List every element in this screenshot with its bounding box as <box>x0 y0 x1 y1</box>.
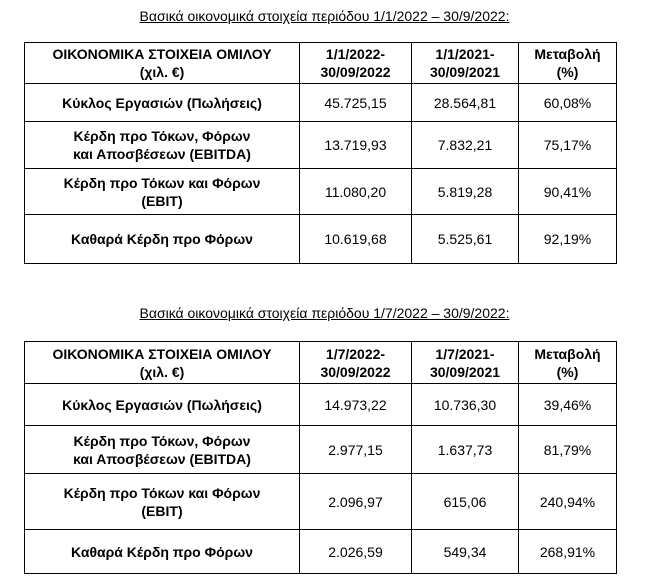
value-current: 13.719,93 <box>300 122 412 169</box>
row-label-line2: και Αποσβέσεων (EBITDA) <box>73 450 251 467</box>
header-col3-line2: 30/09/2021 <box>429 64 501 80</box>
header-col2-line1: 1/7/2022- <box>325 345 386 362</box>
row-label <box>25 215 300 264</box>
value-current: 10.619,68 <box>300 215 412 264</box>
section2-title: Βασικά οικονομικά στοιχεία περιόδου 1/7/2022 – 30/9/2022: <box>139 305 510 321</box>
value-current: 2.977,15 <box>300 426 412 474</box>
value-current: 2.096,97 <box>300 474 412 530</box>
value-change: 240,94% <box>519 474 617 530</box>
header-group-financials <box>25 342 300 384</box>
financials-table-9m <box>24 42 617 264</box>
header-current-period <box>300 43 412 84</box>
header-col1-line1: ΟΙΚΟΝΟΜΙΚΑ ΣΤΟΙΧΕΙΑ ΟΜΙΛΟΥ <box>52 345 272 362</box>
value-current: 11.080,20 <box>300 169 412 215</box>
row-label-line1: Κύκλος Εργασιών (Πωλήσεις) <box>62 94 262 111</box>
header-col4-line1: Μεταβολή <box>534 46 601 62</box>
header-col3-line2: 30/09/2021 <box>429 363 501 380</box>
financials-table-q3 <box>24 341 617 574</box>
header-col4-line1: Μεταβολή <box>534 345 601 362</box>
value-change: 39,46% <box>519 384 617 426</box>
row-label <box>25 122 300 169</box>
table-row <box>25 215 617 264</box>
row-label <box>25 426 300 474</box>
row-label-line1: Κέρδη προ Τόκων, Φόρων <box>73 432 251 449</box>
value-previous: 10.736,30 <box>412 384 519 426</box>
header-change <box>519 43 617 84</box>
value-current: 14.973,22 <box>300 384 412 426</box>
table-header-row <box>25 342 617 384</box>
section1-title: Βασικά οικονομικά στοιχεία περιόδου 1/1/2022 – 30/9/2022: <box>139 8 510 24</box>
header-col4-line2: (%) <box>556 363 579 380</box>
row-label-line1: Κέρδη προ Τόκων, Φόρων <box>73 128 251 144</box>
header-col1-line2: (χιλ. €) <box>139 64 185 80</box>
row-label-line2: (EBIT) <box>141 192 183 209</box>
value-previous: 7.832,21 <box>412 122 519 169</box>
header-col2-line2: 30/09/2022 <box>320 363 391 380</box>
row-label-line2: (EBIT) <box>141 502 183 519</box>
table-row <box>25 84 617 122</box>
row-label-line1: Καθαρά Κέρδη προ Φόρων <box>71 231 253 247</box>
header-col2-line1: 1/1/2022- <box>325 46 386 62</box>
header-col2-line2: 30/09/2022 <box>320 64 391 80</box>
value-current: 2.026,59 <box>300 530 412 574</box>
header-col1-line1: ΟΙΚΟΝΟΜΙΚΑ ΣΤΟΙΧΕΙΑ ΟΜΙΛΟΥ <box>52 46 272 62</box>
value-previous: 615,06 <box>412 474 519 530</box>
table-row <box>25 474 617 530</box>
header-col3-line1: 1/1/2021- <box>435 46 495 62</box>
row-label <box>25 474 300 530</box>
value-current: 45.725,15 <box>300 84 412 122</box>
header-col4-line2: (%) <box>556 64 579 80</box>
row-label-line1: Κύκλος Εργασιών (Πωλήσεις) <box>62 396 262 413</box>
header-col3-line1: 1/7/2021- <box>435 345 495 362</box>
header-previous-period <box>412 342 519 384</box>
value-previous: 1.637,73 <box>412 426 519 474</box>
value-change: 60,08% <box>519 84 617 122</box>
value-change: 268,91% <box>519 530 617 574</box>
table-header-row <box>25 43 617 84</box>
table-row <box>25 122 617 169</box>
row-label <box>25 384 300 426</box>
header-change <box>519 342 617 384</box>
table-row <box>25 530 617 574</box>
value-change: 75,17% <box>519 122 617 169</box>
value-previous: 5.525,61 <box>412 215 519 264</box>
header-group-financials <box>25 43 300 84</box>
table-row <box>25 169 617 215</box>
row-label-line1: Κέρδη προ Τόκων και Φόρων <box>63 484 261 501</box>
table-row <box>25 384 617 426</box>
value-previous: 549,34 <box>412 530 519 574</box>
table-row <box>25 426 617 474</box>
row-label <box>25 169 300 215</box>
value-previous: 5.819,28 <box>412 169 519 215</box>
row-label <box>25 530 300 574</box>
header-previous-period <box>412 43 519 84</box>
value-change: 81,79% <box>519 426 617 474</box>
header-col1-line2: (χιλ. €) <box>139 363 185 380</box>
header-current-period <box>300 342 412 384</box>
row-label-line2: και Αποσβέσεων (EBITDA) <box>73 146 251 162</box>
row-label-line1: Κέρδη προ Τόκων και Φόρων <box>63 174 261 191</box>
value-change: 92,19% <box>519 215 617 264</box>
row-label <box>25 84 300 122</box>
row-label-line1: Καθαρά Κέρδη προ Φόρων <box>71 543 253 560</box>
value-previous: 28.564,81 <box>412 84 519 122</box>
value-change: 90,41% <box>519 169 617 215</box>
